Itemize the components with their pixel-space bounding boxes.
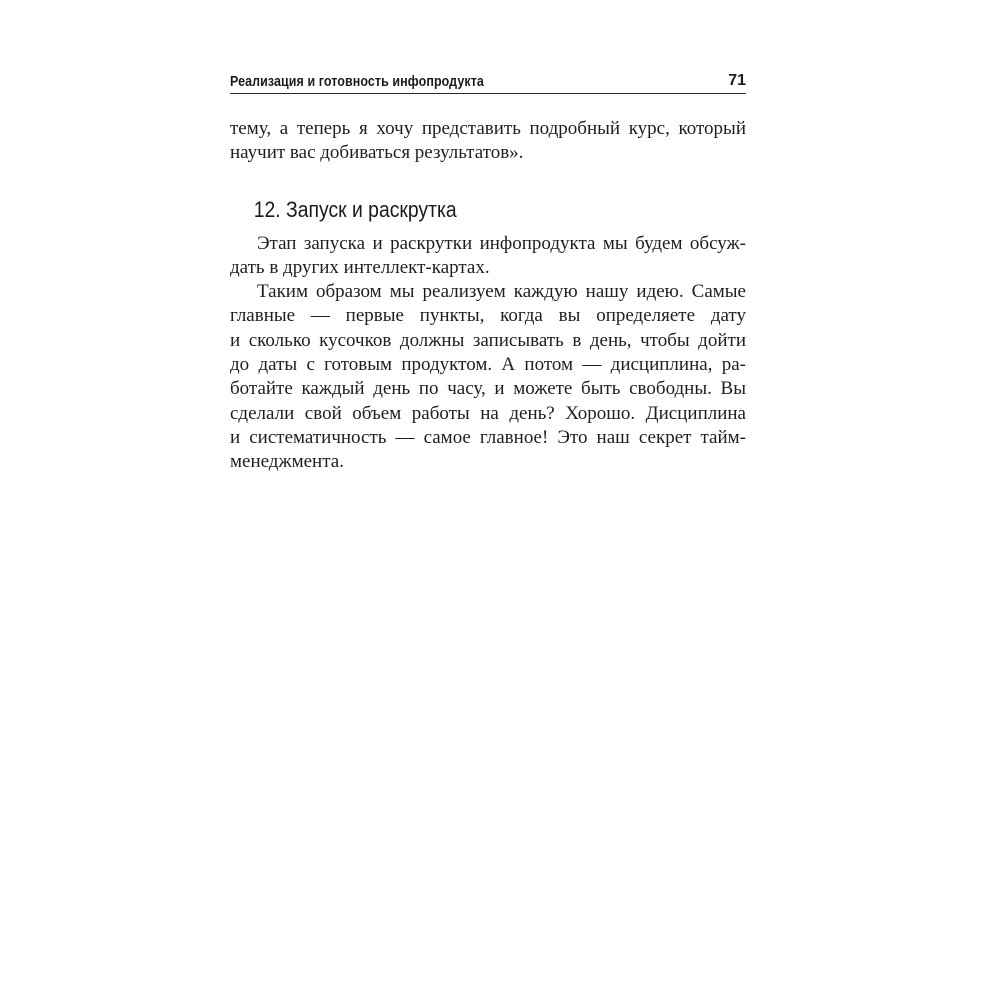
text-line: до даты с готовым продуктом. А потом — дисциплина, ра- bbox=[230, 354, 746, 376]
paragraph-1 bbox=[230, 232, 746, 281]
page-number: 71 bbox=[728, 72, 746, 89]
text-line: и сколько кусочков должны записывать в день, чтобы дойти bbox=[230, 329, 746, 351]
text-line: Таким образом мы реализуем каждую нашу идею. Самые bbox=[257, 281, 746, 303]
paragraph-2 bbox=[230, 280, 746, 474]
text-line: тему, а теперь я хочу представить подробный курс, который bbox=[230, 118, 746, 139]
book-page bbox=[230, 68, 746, 475]
text-line: сделали свой объем работы на день? Хорошо. Дисциплина bbox=[230, 402, 746, 424]
text-line: и систематичность — самое главное! Это наш секрет тайм- bbox=[230, 426, 746, 448]
text-line: менеджмента. bbox=[230, 451, 344, 473]
running-header bbox=[230, 68, 746, 94]
text-line: дать в других интеллект-картах. bbox=[230, 256, 490, 278]
text-line: главные — первые пункты, когда вы определяете дату bbox=[230, 305, 746, 327]
text-line: научит вас добиваться результатов». bbox=[230, 142, 524, 164]
continuation-paragraph bbox=[230, 117, 746, 166]
section-heading: 12. Запуск и раскрутка bbox=[253, 196, 457, 222]
text-line: ботайте каждый день по часу, и можете быть свободны. Вы bbox=[230, 378, 746, 400]
text-line: Этап запуска и раскрутки инфопродукта мы будем обсуж- bbox=[257, 232, 746, 254]
running-title: Реализация и готовность инфопродукта bbox=[230, 74, 484, 90]
